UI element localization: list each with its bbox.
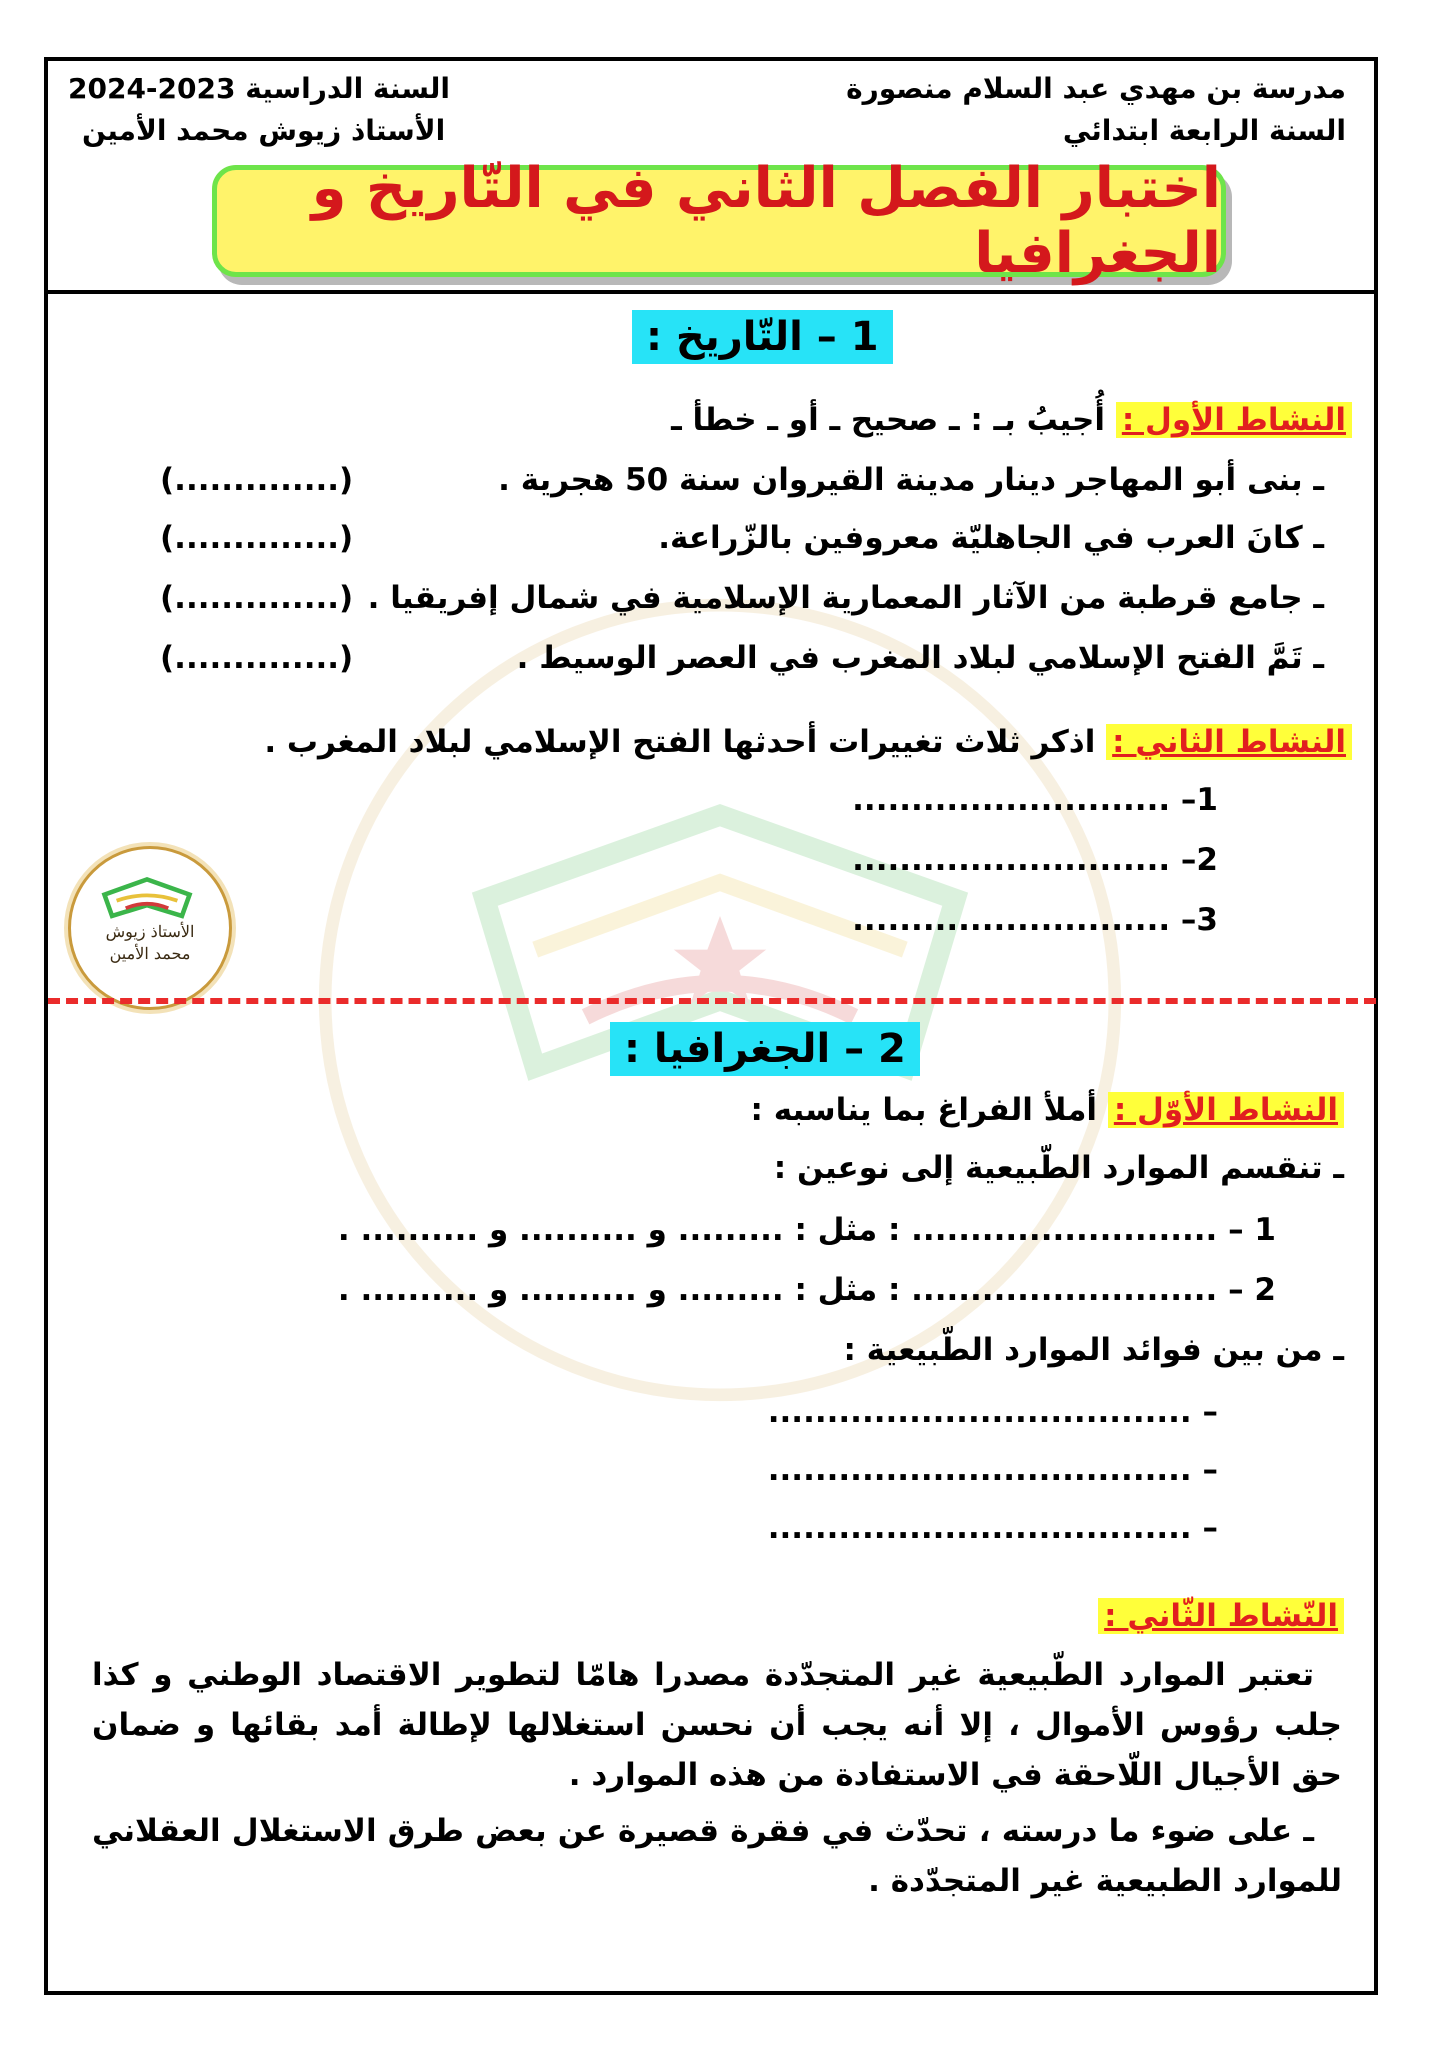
geography-activity1-instruction: أملأ الفراغ بما يناسبه :: [750, 1092, 1098, 1128]
history-activity1-row: [671, 402, 1352, 438]
geography-heading: 2 – الجغرافيا :: [610, 1022, 920, 1076]
answer-blank[interactable]: (..............): [160, 462, 354, 498]
teacher-name: الأستاذ زيوش محمد الأمين: [82, 114, 446, 147]
geography-benefit-line[interactable]: – ....................................: [767, 1452, 1218, 1488]
school-year: [68, 72, 450, 105]
geography-benefit-line[interactable]: – ....................................: [767, 1394, 1218, 1430]
history-activity2-row: [264, 724, 1352, 760]
header-divider: [44, 290, 1378, 294]
history-heading: 1 – التّاريخ :: [632, 310, 893, 364]
school-year-label: السنة الدراسية: [245, 72, 450, 105]
exam-title: اختبار الفصل الثاني في التّاريخ و الجغرافيا: [311, 156, 1221, 286]
history-statement: ـ كانَ العرب في الجاهليّة معروفين بالزّراعة.: [658, 520, 1324, 556]
history-statement: ـ بنى أبو المهاجر دينار مدينة القيروان سنة 50 هجرية .: [498, 462, 1324, 498]
history-activity1-label: النشاط الأول :: [1116, 402, 1352, 438]
history-statement: ـ جامع قرطبة من الآثار المعمارية الإسلامية في شمال إفريقيا .: [367, 580, 1324, 616]
geography-activity1-row: [751, 1092, 1345, 1128]
geography-activity1-label: النشاط الأوّل :: [1108, 1092, 1344, 1128]
history-answer-line[interactable]: 1– ...........................: [852, 782, 1218, 818]
answer-blank[interactable]: (..............): [160, 580, 354, 616]
history-activity2-label: النشاط الثاني :: [1106, 724, 1352, 760]
geography-question2: ـ من بين فوائد الموارد الطّبيعية :: [843, 1332, 1344, 1368]
geography-activity2-label: النّشاط الثّاني :: [1098, 1598, 1344, 1634]
section-divider-dashed: [48, 998, 1376, 1004]
geography-type-line[interactable]: 2 – .......................... : مثل : ......... و .......... و .......... .: [337, 1272, 1276, 1308]
geography-task: ـ على ضوء ما درسته ، تحدّث في فقرة قصيرة عن بعض طرق الاستغلال العقلاني للموارد الطبيعية غير المتجدّدة .: [92, 1813, 1342, 1899]
geography-paragraph: تعتبر الموارد الطّبيعية غير المتجدّدة مصدرا هامّا لتطوير الاقتصاد الوطني و كذا جلب رؤوس الأموال ، إلا أنه يجب أن نحسن استغلالها لإطالة أمد بقائها و ضمان حق الأجيال اللّاحقة في الاستفادة من هذه الموارد .: [92, 1657, 1342, 1793]
history-statement: ـ تَمَّ الفتح الإسلامي لبلاد المغرب في العصر الوسيط .: [516, 640, 1324, 676]
answer-blank[interactable]: (..............): [160, 520, 354, 556]
history-activity2-instruction: اذكر ثلاث تغييرات أحدثها الفتح الإسلامي لبلاد المغرب .: [264, 724, 1096, 760]
history-answer-line[interactable]: 3– ...........................: [852, 902, 1218, 938]
stamp-text-line2: محمد الأمين: [109, 944, 191, 963]
school-name: مدرسة بن مهدي عبد السلام منصورة: [846, 72, 1346, 105]
geography-question1: ـ تنقسم الموارد الطّبيعية إلى نوعين :: [773, 1150, 1344, 1186]
history-answer-line[interactable]: 2– ...........................: [852, 842, 1218, 878]
exam-title-box: [212, 156, 1226, 286]
history-activity1-instruction: أُجيبُ بـ : ـ صحيح ـ أو ـ خطأ ـ: [671, 402, 1106, 438]
geography-activity2-row: [1098, 1598, 1344, 1634]
stamp-text-line1: الأستاذ زيوش: [105, 922, 195, 941]
teacher-stamp: [68, 846, 232, 1010]
school-year-value: 2024-2023: [68, 72, 236, 105]
geography-benefit-line[interactable]: – ....................................: [767, 1510, 1218, 1546]
geography-type-line[interactable]: 1 – .......................... : مثل : ......... و .......... و .......... .: [337, 1212, 1276, 1248]
school-level: السنة الرابعة ابتدائي: [1062, 114, 1346, 147]
answer-blank[interactable]: (..............): [160, 640, 354, 676]
